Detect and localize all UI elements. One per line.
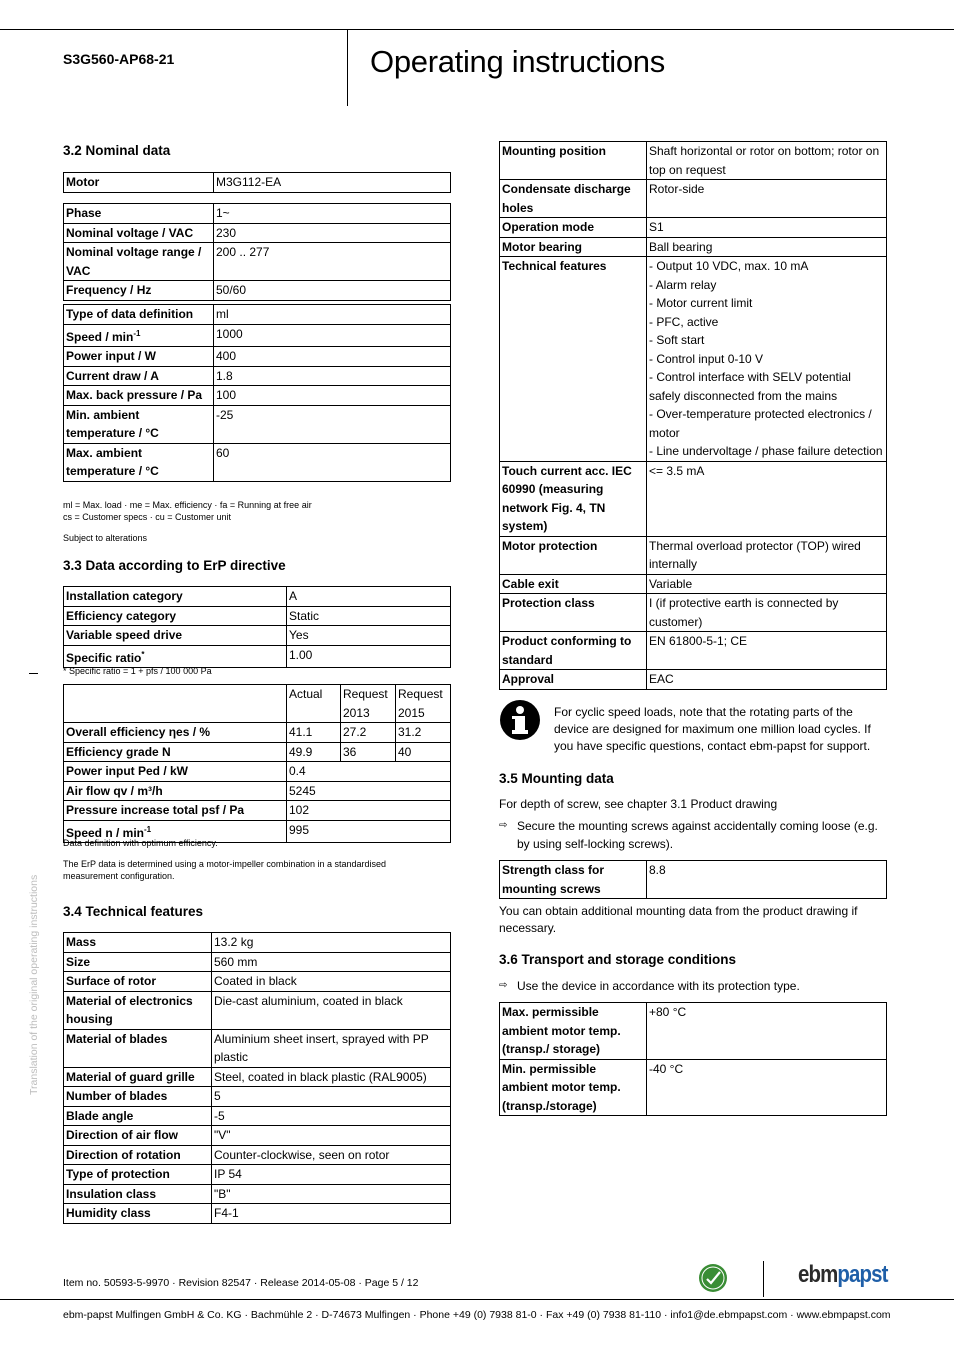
row-label: Approval: [500, 670, 647, 690]
table-row: [64, 305, 451, 325]
row-value: 27.2: [341, 723, 396, 743]
row-label: Strength class for mounting screws: [500, 861, 647, 899]
row-label: Type of protection: [64, 1165, 212, 1185]
row-value: -40 °C: [647, 1059, 887, 1116]
table-row: [64, 1145, 451, 1165]
column-header: Request 2013: [341, 685, 396, 723]
row-value: 560 mm: [212, 952, 451, 972]
row-value: S1: [647, 218, 887, 238]
row-value: 200 .. 277: [214, 243, 451, 281]
company-info: ebm-papst Mulfingen GmbH & Co. KG · Bachmühle 2 · D-74673 Mulfingen · Phone +49 (0) 7938 81-0 · Fax +49 (0) 7938 81-110 · info1@de.ebmpapst.com · www.ebmpapst.com: [63, 1309, 891, 1321]
row-value: -25: [214, 405, 451, 443]
column-header: Actual: [287, 685, 341, 723]
erp-category-table: [63, 586, 451, 668]
arrow-icon: ⇨: [499, 820, 508, 831]
row-value: Shaft horizontal or rotor on bottom; rotor on top on request: [647, 142, 887, 180]
row-value: 50/60: [214, 281, 451, 301]
greentech-badge: [698, 1263, 728, 1293]
table-row: [500, 257, 887, 462]
table-row: [64, 972, 451, 992]
row-label: Speed / $\min^{-1}$: [64, 324, 214, 347]
row-value: 400: [214, 347, 451, 367]
transport-heading: 3.6 Transport and storage conditions: [499, 952, 737, 967]
row-label: Variable speed drive: [64, 626, 287, 646]
row-label: Speed n / $\min^{-1}$: [64, 820, 287, 843]
table-row: [64, 762, 451, 782]
erp-note-3: measurement configuration.: [63, 871, 175, 881]
row-label: Insulation class: [64, 1184, 212, 1204]
row-label: Nominal voltage / VAC: [64, 223, 214, 243]
motor-table: [63, 172, 451, 193]
row-label: Efficiency grade N: [64, 742, 287, 762]
row-value: -5: [212, 1106, 451, 1126]
row-label: Direction of air flow: [64, 1126, 212, 1146]
table-row: [64, 781, 451, 801]
row-value: Coated in black: [212, 972, 451, 992]
table-row: [500, 180, 887, 218]
row-label: Size: [64, 952, 212, 972]
table-row: [64, 1087, 451, 1107]
row-label: Max. permissible ambient motor temp. (transp./ storage): [500, 1003, 647, 1060]
row-label: Max. ambient temperature / °C: [64, 443, 214, 481]
erp-footnote: * Specific ratio = 1 + pfs / 100 000 Pa: [63, 666, 212, 676]
erp-note-2: The ErP data is determined using a motor-impeller combination in a standardised: [63, 859, 387, 869]
row-value: 230: [214, 223, 451, 243]
table-row: [64, 366, 451, 386]
row-label: Type of data definition: [64, 305, 214, 325]
ebmpapst-logo: ebmpapst: [798, 1261, 888, 1288]
table-row: [500, 632, 887, 670]
row-label: Cable exit: [500, 574, 647, 594]
table-row: [500, 574, 887, 594]
row-label: Pressure increase total psf / Pa: [64, 801, 287, 821]
margin-tick: [29, 673, 38, 674]
row-value: IP 54: [212, 1165, 451, 1185]
table-row: [500, 670, 887, 690]
info-text: For cyclic speed loads, note that the rotating parts of the device are designed for maximum one million load cycles. If you have specific questions, contact ebm-papst for support.: [554, 705, 871, 753]
row-value: 1.8: [214, 366, 451, 386]
row-label: Blade angle: [64, 1106, 212, 1126]
erp-efficiency-table: [63, 684, 451, 843]
item-info: Item no. 50593-5-9970 · Revision 82547 · Release 2014-05-08 · Page 5 / 12: [63, 1277, 419, 1289]
table-row: [64, 386, 451, 406]
row-value: Ball bearing: [647, 237, 887, 257]
mounting-outro: You can obtain additional mounting data from the product drawing if necessary.: [499, 904, 858, 935]
table-row: [64, 281, 451, 301]
row-value: +80 °C: [647, 1003, 887, 1060]
table-row: [64, 1204, 451, 1224]
row-label: Min. permissible ambient motor temp. (transp./storage): [500, 1059, 647, 1116]
table-row: [500, 218, 887, 238]
row-value: F4-1: [212, 1204, 451, 1224]
row-label: Power input / W: [64, 347, 214, 367]
row-value: 41.1: [287, 723, 341, 743]
row-value: Variable: [647, 574, 887, 594]
row-label: Air flow qv / m³/h: [64, 781, 287, 801]
table-row: [64, 991, 451, 1029]
table-row: [64, 1184, 451, 1204]
row-label: Material of blades: [64, 1029, 212, 1067]
row-label: Current draw / A: [64, 366, 214, 386]
document-title: Operating instructions: [370, 44, 665, 79]
row-label: Motor protection: [500, 536, 647, 574]
header-top-rule: [0, 29, 954, 30]
nominal-note-1: ml = Max. load · me = Max. efficiency · fa = Running at free air: [63, 500, 312, 510]
row-value: 60: [214, 443, 451, 481]
table-row: [64, 223, 451, 243]
performance-table: [63, 304, 451, 482]
table-row: [500, 536, 887, 574]
row-value: EN 61800-5-1; CE: [647, 632, 887, 670]
row-value: 40: [396, 742, 451, 762]
nominal-note-2: cs = Customer specs · cu = Customer unit: [63, 512, 232, 522]
technical-heading: 3.4 Technical features: [63, 904, 204, 919]
row-label: Number of blades: [64, 1087, 212, 1107]
table-row: [64, 443, 451, 481]
row-value: ml: [214, 305, 451, 325]
row-value: 36: [341, 742, 396, 762]
table-row: [64, 1067, 451, 1087]
erp-note-1: Data definition with optimum efficiency.: [63, 838, 218, 848]
row-label: Mass: [64, 933, 212, 953]
table-row: [64, 801, 451, 821]
table-row: [500, 594, 887, 632]
product-code: S3G560-AP68-21: [63, 51, 175, 67]
table-row: [64, 952, 451, 972]
table-row: [64, 324, 451, 347]
right-features-table: [499, 141, 887, 690]
header-divider: [347, 29, 348, 106]
erp-heading: 3.3 Data according to ErP directive: [63, 558, 286, 573]
row-value: - Output 10 VDC, max. 10 mA - Alarm relay - Motor current limit - PFC, active - Soft start - Control input 0-10 V - Control interface with SELV potential safely disconnected from the mains - Over-temperature protected electronics / motor - Line undervoltage / phase failure detection: [647, 257, 887, 462]
table-row: [500, 1059, 887, 1116]
row-value: Aluminium sheet insert, sprayed with PP plastic: [212, 1029, 451, 1067]
row-value: EAC: [647, 670, 887, 690]
row-label: Product conforming to standard: [500, 632, 647, 670]
table-row: [64, 1126, 451, 1146]
row-label: Touch current acc. IEC 60990 (measuring network Fig. 4, TN system): [500, 461, 647, 536]
row-value: 31.2: [396, 723, 451, 743]
row-label: Specific ratio*: [64, 645, 287, 668]
row-label: Efficiency category: [64, 606, 287, 626]
row-label: Operation mode: [500, 218, 647, 238]
row-value: 1.00: [287, 645, 451, 668]
row-label: Protection class: [500, 594, 647, 632]
row-value: 13.2 kg: [212, 933, 451, 953]
row-label: Frequency / Hz: [64, 281, 214, 301]
table-row: [500, 461, 887, 536]
side-translation-note: Translation of the original operating instructions: [28, 874, 40, 1095]
arrow-icon: ⇨: [499, 980, 508, 991]
row-value: 995: [287, 820, 451, 843]
row-label: Surface of rotor: [64, 972, 212, 992]
row-value: I (if protective earth is connected by customer): [647, 594, 887, 632]
table-row: [64, 742, 451, 762]
table-row: [64, 204, 451, 224]
nominal-note-3: Subject to alterations: [63, 533, 148, 543]
row-label: Material of guard grille: [64, 1067, 212, 1087]
table-row: [64, 587, 451, 607]
table-row: [64, 1029, 451, 1067]
row-value: Thermal overload protector (TOP) wired internally: [647, 536, 887, 574]
table-row: [64, 173, 451, 193]
row-value: 100: [214, 386, 451, 406]
table-row: [500, 142, 887, 180]
mounting-heading: 3.5 Mounting data: [499, 771, 614, 786]
table-row: [64, 243, 451, 281]
technical-table: [63, 932, 451, 1224]
row-value: "B": [212, 1184, 451, 1204]
row-label: Power input Ped / kW: [64, 762, 287, 782]
table-row: [64, 405, 451, 443]
row-value: Die-cast aluminium, coated in black: [212, 991, 451, 1029]
row-value: M3G112-EA: [214, 173, 451, 193]
row-value: Steel, coated in black plastic (RAL9005): [212, 1067, 451, 1087]
row-value: <= 3.5 mA: [647, 461, 887, 536]
table-row: [64, 606, 451, 626]
row-label: Phase: [64, 204, 214, 224]
table-row: [64, 723, 451, 743]
nominal-heading: 3.2 Nominal data: [63, 143, 171, 158]
row-value: 5: [212, 1087, 451, 1107]
row-label: Min. ambient temperature / °C: [64, 405, 214, 443]
table-row: [500, 861, 887, 899]
info-icon: [499, 699, 541, 741]
footer-logo-divider: [763, 1261, 764, 1297]
row-value: 5245: [287, 781, 451, 801]
row-value: A: [287, 587, 451, 607]
table-row: [64, 1106, 451, 1126]
row-label: Installation category: [64, 587, 287, 607]
row-value: Rotor-side: [647, 180, 887, 218]
row-value: "V": [212, 1126, 451, 1146]
column-header: Request 2015: [396, 685, 451, 723]
electrical-table: [63, 203, 451, 301]
row-label: Direction of rotation: [64, 1145, 212, 1165]
header-blank: [64, 685, 287, 723]
row-label: Technical features: [500, 257, 647, 462]
row-value: 1~: [214, 204, 451, 224]
row-label: Mounting position: [500, 142, 647, 180]
row-value: Static: [287, 606, 451, 626]
row-value: 1000: [214, 324, 451, 347]
mounting-table: [499, 860, 887, 899]
footer-rule: [0, 1299, 954, 1300]
row-value: Counter-clockwise, seen on rotor: [212, 1145, 451, 1165]
row-label: Material of electronics housing: [64, 991, 212, 1029]
table-row: [64, 626, 451, 646]
row-label: Motor bearing: [500, 237, 647, 257]
row-label: Overall efficiency ηes / %: [64, 723, 287, 743]
row-label: Humidity class: [64, 1204, 212, 1224]
row-label: Nominal voltage range / VAC: [64, 243, 214, 281]
table-header-row: [64, 685, 451, 723]
table-row: [64, 347, 451, 367]
table-row: [500, 1003, 887, 1060]
transport-table: [499, 1002, 887, 1116]
row-label: Max. back pressure / Pa: [64, 386, 214, 406]
row-value: 0.4: [287, 762, 451, 782]
row-label: Condensate discharge holes: [500, 180, 647, 218]
mounting-intro: For depth of screw, see chapter 3.1 Product drawing: [499, 797, 778, 811]
row-value: 49.9: [287, 742, 341, 762]
row-value: 8.8: [647, 861, 887, 899]
row-value: Yes: [287, 626, 451, 646]
table-row: [64, 933, 451, 953]
row-label: Motor: [64, 173, 214, 193]
row-value: 102: [287, 801, 451, 821]
table-row: [64, 1165, 451, 1185]
table-row: [500, 237, 887, 257]
